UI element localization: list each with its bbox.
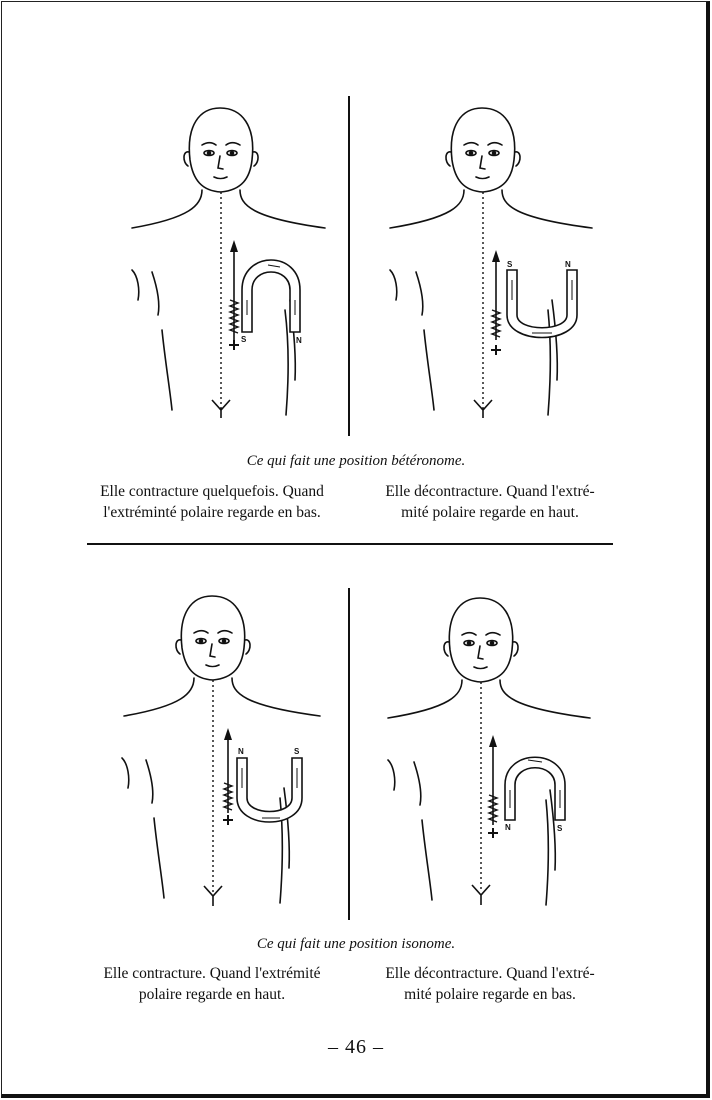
figure-bottom-left (112, 588, 337, 918)
text-line: Elle contracture. Quand l'extrémité (103, 965, 321, 982)
caption-heteronome: Ce qui fait une position bétéronome. (246, 453, 466, 469)
pole-label-s: S (557, 824, 563, 833)
pole-label-s: S (294, 747, 300, 756)
pole-label-n: N (505, 823, 511, 832)
pole-label-n: N (565, 260, 571, 269)
pole-label-n: N (238, 747, 244, 756)
body-illustration-bottom-left (112, 588, 337, 918)
text-bottom-left (82, 963, 342, 1005)
pole-label-s: S (241, 335, 247, 344)
text-line: l'extréminté polaire regarde en bas. (103, 504, 321, 521)
vertical-divider-top (348, 96, 350, 436)
caption-isonome: Ce qui fait une position isonome. (256, 936, 456, 952)
text-line: polaire regarde en haut. (138, 986, 286, 1003)
page-number: – 46 – (328, 1036, 384, 1058)
pole-label-n: N (296, 336, 302, 345)
text-line: Elle décontracture. Quand l'extré- (385, 965, 595, 982)
pole-label-s: S (507, 260, 513, 269)
figure-top-right (382, 100, 607, 430)
text-bottom-right (360, 963, 620, 1005)
body-illustration-top-left (120, 100, 345, 430)
vertical-divider-bottom (348, 588, 350, 920)
body-illustration-bottom-right (380, 590, 605, 920)
text-line: mité polaire regarde en bas. (404, 986, 576, 1003)
figure-bottom-right (380, 590, 605, 920)
body-illustration-top-right (382, 100, 607, 430)
text-top-right (360, 481, 620, 523)
figure-top-left (120, 100, 345, 430)
horizontal-divider (87, 543, 613, 545)
text-top-left (82, 481, 342, 523)
text-line: Elle décontracture. Quand l'extré- (385, 483, 595, 500)
text-line: mité polaire regarde en haut. (401, 504, 579, 521)
text-line: Elle contracture quelquefois. Quand (100, 483, 324, 500)
